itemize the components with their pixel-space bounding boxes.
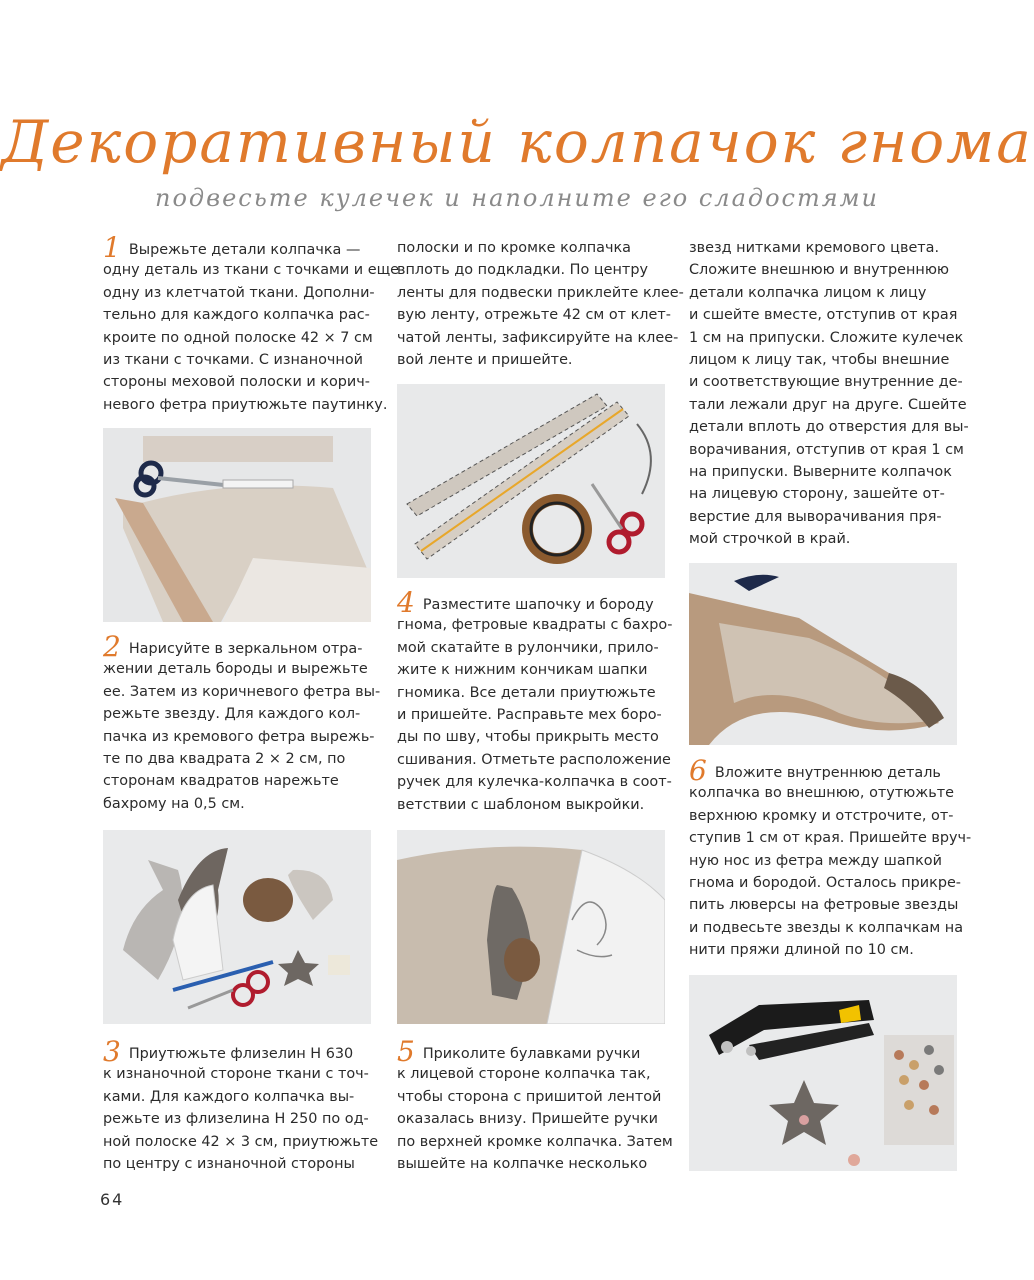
step-text-line: Вложите внутреннюю деталь <box>714 765 941 781</box>
step-text-line: режьте из флизелина H 250 по од- <box>103 1111 369 1128</box>
step-text-line: и соответствующие внутренние де- <box>689 374 963 391</box>
step-number: 2 <box>103 630 121 663</box>
step-text-line: ступив 1 см от края. Пришейте вруч- <box>689 830 972 847</box>
step-number: 4 <box>397 586 415 619</box>
photo-gnome-pieces <box>103 830 371 1024</box>
page-subtitle: подвесьте кулечек и наполните его сладостями <box>154 184 879 212</box>
felt-gnome-parts-icon <box>103 830 371 1024</box>
step-text-line: вой ленте и пришейте. <box>397 351 573 368</box>
step-text-line: режьте звезду. Для каждого кол- <box>103 706 361 723</box>
step-text-line: сшивания. Отметьте расположение <box>397 751 671 768</box>
step-5 <box>397 1035 673 1175</box>
step-text-line: одну деталь из ткани с точками и еще <box>103 262 399 279</box>
step-text-line: Приутюжьте флизелин H 630 <box>128 1046 354 1062</box>
step-text-line: по центру с изнаночной стороны <box>103 1155 355 1172</box>
step-number: 3 <box>103 1035 121 1068</box>
step-text-line: верхнюю кромку и отстрочите, от- <box>689 807 954 824</box>
step-3-continued <box>397 237 684 371</box>
step-number: 6 <box>689 754 707 787</box>
step-text-line: жите к нижним кончикам шапки <box>397 662 648 679</box>
step-text-line: тали лежали друг на друге. Сшейте <box>689 396 967 413</box>
step-text-line: детали колпачка лицом к лицу <box>689 284 927 301</box>
step-text-line: Сложите внешнюю и внутреннюю <box>689 262 950 279</box>
step-text-line: ной полоске 42 × 3 см, приутюжьте <box>103 1133 379 1150</box>
ribbons-tape-scissors-icon <box>397 384 665 578</box>
step-text-line: Нарисуйте в зеркальном отра- <box>128 641 363 657</box>
step-2 <box>103 630 381 815</box>
step-text-line: ленты для подвески приклейте клее- <box>397 284 684 301</box>
step-text-line: ную нос из фетра между шапкой <box>689 852 942 869</box>
step-text-line: ветствии с шаблоном выкройки. <box>397 796 645 813</box>
step-text-line: колпачка во внешнюю, отутюжьте <box>689 785 954 802</box>
step-text-line: вышейте на колпачке несколько <box>397 1155 648 1172</box>
step-text-line: жении деталь бороды и вырежьте <box>103 661 368 678</box>
step-text-line: чатой ленты, зафиксируйте на клее- <box>397 329 679 346</box>
page-title: Декоративный колпачок гнома <box>1 108 1033 176</box>
photo-gnome-on-cone <box>397 830 665 1024</box>
photo-folded-cone <box>689 563 957 745</box>
step-text-line: гнома и бородой. Осталось прикре- <box>689 874 962 891</box>
step-text-line: вую ленту, отрежьте 42 см от клет- <box>397 307 671 324</box>
step-text-line: ручек для кулечка-колпачка в соот- <box>397 774 672 791</box>
step-text-line: оказалась внизу. Пришейте ручки <box>397 1111 659 1128</box>
step-text-line: Приколите булавками ручки <box>422 1046 641 1062</box>
step-text-line: тельно для каждого колпачка рас- <box>103 307 370 324</box>
step-text-line: ее. Затем из коричневого фетра вы- <box>103 683 381 700</box>
photo-ribbon-strips <box>397 384 665 578</box>
folded-cone-bag-icon <box>689 563 957 745</box>
step-5-continued <box>689 237 969 550</box>
step-text-line: кроите по одной полоске 42 × 7 см <box>103 329 373 346</box>
step-text-line: те по два квадрата 2 × 2 см, по <box>103 750 346 767</box>
step-text-line: вплоть до подкладки. По центру <box>397 262 648 279</box>
step-text-line: бахрому на 0,5 см. <box>103 795 245 812</box>
step-text-line: гнома, фетровые квадраты с бахро- <box>397 617 673 634</box>
step-text-line: чтобы сторона с пришитой лентой <box>397 1088 662 1105</box>
step-number: 5 <box>397 1035 415 1068</box>
step-text-line: верстие для выворачивания пря- <box>689 508 942 525</box>
step-text-line: лицом к лицу так, чтобы внешние <box>689 351 950 368</box>
step-number: 1 <box>103 231 121 264</box>
step-text-line: из ткани с точками. С изнаночной <box>103 351 363 368</box>
photo-eyelet-pliers <box>689 975 957 1171</box>
step-6 <box>689 754 972 962</box>
step-text-line: невого фетра приутюжьте паутинку. <box>103 396 388 413</box>
step-text-line: пить люверсы на фетровые звезды <box>689 897 959 914</box>
step-text-line: на лицевую сторону, зашейте от- <box>689 486 945 503</box>
step-text-line: 1 см на припуски. Сложите кулечек <box>689 329 964 346</box>
step-text-line: к лицевой стороне колпачка так, <box>397 1066 651 1083</box>
step-text-line: пачка из кремового фетра вырежь- <box>103 728 375 745</box>
scissors-and-fabric-icon <box>103 428 371 622</box>
step-text-line: и подвесьте звезды к колпачкам на <box>689 919 964 936</box>
step-4 <box>397 586 673 816</box>
step-1 <box>103 231 399 416</box>
step-text-line: Вырежьте детали колпачка — <box>128 242 361 258</box>
step-text-line: полоски и по кромке колпачка <box>397 240 632 256</box>
step-text-line: к изнаночной стороне ткани с точ- <box>103 1066 369 1083</box>
step-text-line: по верхней кромке колпачка. Затем <box>397 1133 673 1150</box>
page-number: 64 <box>100 1190 125 1209</box>
step-text-line: на припуски. Выверните колпачок <box>689 463 952 480</box>
step-text-line: мой скатайте в рулончики, прило- <box>397 639 659 656</box>
gnome-applique-cone-icon <box>397 830 665 1024</box>
step-text-line: и сшейте вместе, отступив от края <box>689 307 958 324</box>
step-text-line: ды по шву, чтобы прикрыть место <box>397 729 659 746</box>
step-text-line: стороны меховой полоски и корич- <box>103 374 370 391</box>
step-text-line: детали вплоть до отверстия для вы- <box>689 419 969 436</box>
step-3 <box>103 1035 379 1175</box>
photo-fabric-cutouts <box>103 428 371 622</box>
step-text-line: ворачивания, отступив от края 1 см <box>689 441 964 458</box>
step-text-line: сторонам квадратов нарежьте <box>103 773 339 790</box>
step-text-line: гномика. Все детали приутюжьте <box>397 684 656 701</box>
step-text-line: и пришейте. Расправьте мех боро- <box>397 706 662 723</box>
step-text-line: ками. Для каждого колпачка вы- <box>103 1088 355 1105</box>
step-text-line: одну из клетчатой ткани. Дополни- <box>103 284 375 301</box>
step-text-line: мой строчкой в край. <box>689 531 851 548</box>
step-text-line: звезд нитками кремового цвета. <box>689 240 940 256</box>
eyelet-pliers-star-icon <box>689 975 957 1171</box>
step-text-line: Разместите шапочку и бороду <box>422 597 654 613</box>
step-text-line: нити пряжи длиной по 10 см. <box>689 942 914 959</box>
